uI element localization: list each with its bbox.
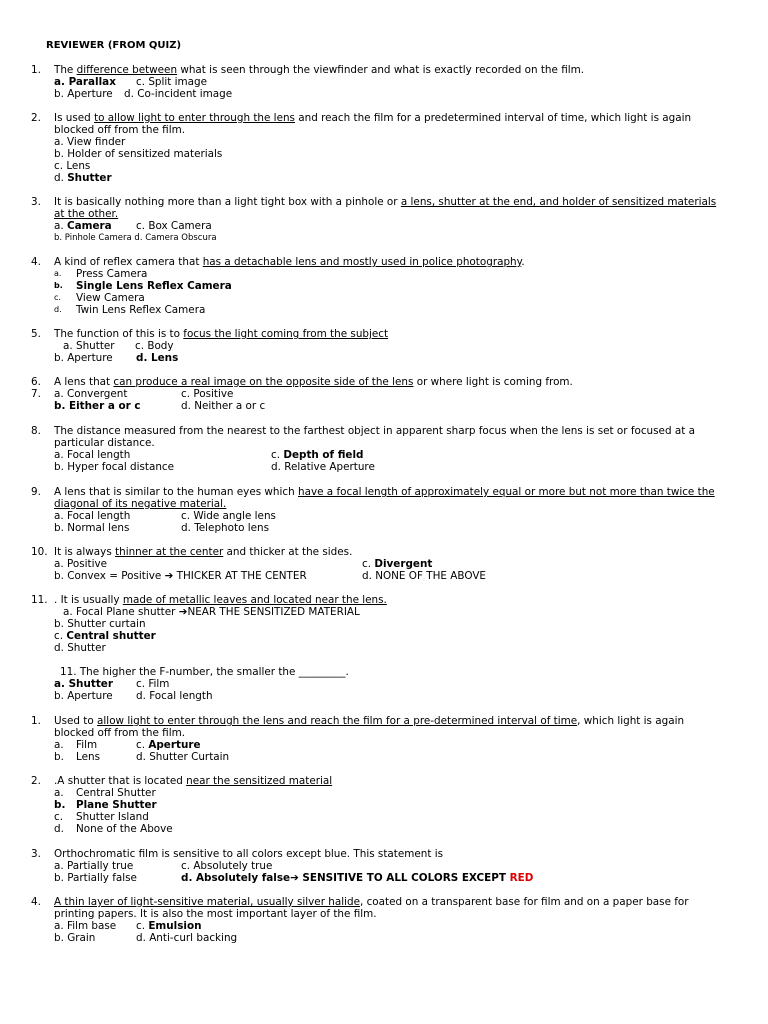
question-number: 1.	[31, 715, 41, 727]
question-number: 8.	[31, 425, 41, 437]
choice-b: b. Holder of sensitized materials	[54, 148, 223, 161]
choice-a: a. Press Camera	[54, 268, 148, 281]
question-stem: . It is usually made of metallic leaves and located near the lens.	[54, 594, 387, 606]
question-5	[0, 328, 768, 364]
choice-b: b. Normal lens	[54, 522, 130, 535]
choice-d: d. Neither a or c	[181, 400, 266, 413]
choice-a: a. Shutter	[63, 340, 115, 353]
question-number: 10.	[31, 546, 48, 558]
choice-b: Lens	[76, 751, 100, 764]
question-stem: It is basically nothing more than a light tight box with a pinhole or a lens, shutter at the end, and holder of sensitized materials at the other.	[54, 196, 717, 221]
page-title: REVIEWER (FROM QUIZ)	[46, 40, 182, 51]
choice-b: b. Aperture	[54, 352, 113, 365]
question-8	[0, 425, 768, 473]
question-number: 5.	[31, 328, 41, 340]
question-3	[0, 196, 768, 244]
question-stem: A lens that is similar to the human eyes which have a focal length of approximately equal or more but not more than twice the diagonal of its negative material.	[54, 486, 715, 511]
choice-d: d. Shutter Curtain	[136, 751, 230, 764]
choice-d: d. Co-incident image	[124, 88, 233, 101]
choice-c: c. Aperture	[136, 739, 201, 752]
question-r3	[0, 848, 768, 884]
choice-c: c. Divergent	[362, 558, 433, 571]
choice-d: d. Twin Lens Reflex Camera	[54, 304, 206, 317]
choice-b: b. Aperture	[54, 88, 113, 101]
choice-a: a. Focal length	[54, 449, 131, 462]
choice-c: c. Emulsion	[136, 920, 202, 933]
question-6	[0, 376, 768, 388]
choice-c: c. Film	[136, 678, 170, 691]
choice-b: b. Either a or c	[54, 400, 141, 413]
choice-b: b. Partially false	[54, 872, 137, 885]
question-number: 2.	[31, 112, 41, 124]
choice-c: c. View Camera	[54, 292, 145, 305]
choice-d: d. Anti-curl backing	[136, 932, 238, 945]
arrow-icon: ➔	[178, 606, 188, 619]
arrow-icon: ➔	[290, 872, 299, 885]
choice-d: d. Focal length	[136, 690, 213, 703]
choice-a: a. Parallax	[54, 76, 116, 89]
question-stem: A lens that can produce a real image on the opposite side of the lens or where light is coming from.	[54, 376, 573, 388]
choice-c: c. Positive	[181, 388, 234, 400]
choice-d: d. Shutter	[54, 172, 112, 185]
choice-b: b. Hyper focal distance	[54, 461, 175, 474]
question-stem: It is always thinner at the center and thicker at the sides.	[54, 546, 353, 558]
choice-c: c. Wide angle lens	[181, 510, 276, 523]
question-stem: Used to allow light to enter through the lens and reach the film for a pre-determined interval of time, which light is again blocked off from the film.	[54, 715, 685, 740]
choice-b: b. Grain	[54, 932, 96, 945]
question-number: 11.	[31, 594, 48, 606]
question-7	[0, 388, 768, 412]
choice-d: d. Shutter	[54, 642, 106, 655]
question-stem: The difference between what is seen through the viewfinder and what is exactly recorded on the film.	[54, 64, 585, 76]
question-4	[0, 256, 768, 316]
red-label: RED	[509, 872, 534, 885]
choice-c: c. Body	[135, 340, 174, 353]
question-stem: A thin layer of light-sensitive material, usually silver halide, coated on a transparent base for film and on a paper base for printing papers. It is also the most important layer of the film.	[54, 896, 689, 921]
choice-a: a. Partially true	[54, 860, 134, 873]
question-r4	[0, 896, 768, 944]
choice-a: a. View finder	[54, 136, 126, 149]
question-stem: 11. The higher the F-number, the smaller the _________.	[60, 666, 349, 678]
choice-c: c. Absolutely true	[181, 860, 273, 873]
choice-d: d. NONE OF THE ABOVE	[362, 570, 487, 583]
question-number: 7.	[31, 388, 41, 400]
choices-b-d: b. Pinhole Camera d. Camera Obscura	[54, 233, 217, 244]
question-r2	[0, 775, 768, 835]
question-1	[0, 64, 768, 100]
choice-c: c. Central shutter	[54, 630, 156, 643]
choice-b: b. Shutter curtain	[54, 618, 146, 631]
choice-b: b. Single Lens Reflex Camera	[54, 280, 232, 293]
question-10	[0, 546, 768, 582]
choice-a: a. Positive	[54, 558, 108, 571]
question-number: 2.	[31, 775, 41, 787]
choice-a: a. Convergent	[54, 388, 128, 400]
choice-d: d. Lens	[136, 352, 179, 365]
choice-c: c. Shutter Island	[54, 811, 149, 824]
choice-a: a. Central Shutter	[54, 787, 156, 800]
choice-a: a. Shutter	[54, 678, 113, 691]
question-number: 6.	[31, 376, 41, 388]
choice-b: b. Convex = Positive ➔ THICKER AT THE CENTER	[54, 570, 307, 583]
arrow-icon: ➔	[164, 570, 174, 583]
choice-d: d. Absolutely false➔ SENSITIVE TO ALL COLORS EXCEPT RED	[181, 872, 534, 885]
question-stem: A kind of reflex camera that has a detachable lens and mostly used in police photography.	[54, 256, 525, 268]
choice-b-letter: b.	[54, 751, 64, 764]
question-stem: Orthochromatic film is sensitive to all colors except blue. This statement is	[54, 848, 444, 860]
question-stem: .A shutter that is located near the sensitized material	[54, 775, 333, 787]
question-number: 3.	[31, 196, 41, 208]
choice-a: Film	[76, 739, 98, 752]
question-number: 1.	[31, 64, 41, 76]
choice-d: d. None of the Above	[54, 823, 173, 836]
question-r1	[0, 715, 768, 763]
choice-b: b. Aperture	[54, 690, 113, 703]
question-2	[0, 112, 768, 185]
question-stem: The distance measured from the nearest to the farthest object in apparent sharp focus when the lens is set or focused at a particular distance.	[54, 425, 695, 450]
choice-a: a. Camera	[54, 220, 112, 233]
question-11	[0, 594, 768, 654]
choice-b: b. Plane Shutter	[54, 799, 157, 812]
question-number: 4.	[31, 256, 41, 268]
choice-a: a. Film base	[54, 920, 117, 933]
choice-a: a. Focal length	[54, 510, 131, 523]
question-number: 4.	[31, 896, 41, 908]
choice-c: c. Depth of field	[271, 449, 364, 462]
question-number: 9.	[31, 486, 41, 498]
choice-c: c. Box Camera	[136, 220, 212, 233]
choice-a-letter: a.	[54, 739, 64, 752]
choice-c: c. Split image	[136, 76, 208, 89]
choice-c: c. Lens	[54, 160, 91, 173]
question-stem: Is used to allow light to enter through the lens and reach the film for a predetermined interval of time, which light is again blocked off from the film.	[54, 112, 692, 137]
choice-d: d. Telephoto lens	[181, 522, 270, 535]
choice-d: d. Relative Aperture	[271, 461, 375, 474]
question-11b	[0, 666, 768, 702]
choice-a: a. Focal Plane shutter ➔NEAR THE SENSITIZED MATERIAL	[63, 606, 360, 619]
question-number: 3.	[31, 848, 41, 860]
question-9	[0, 486, 768, 534]
question-stem: The function of this is to focus the light coming from the subject	[54, 328, 389, 340]
